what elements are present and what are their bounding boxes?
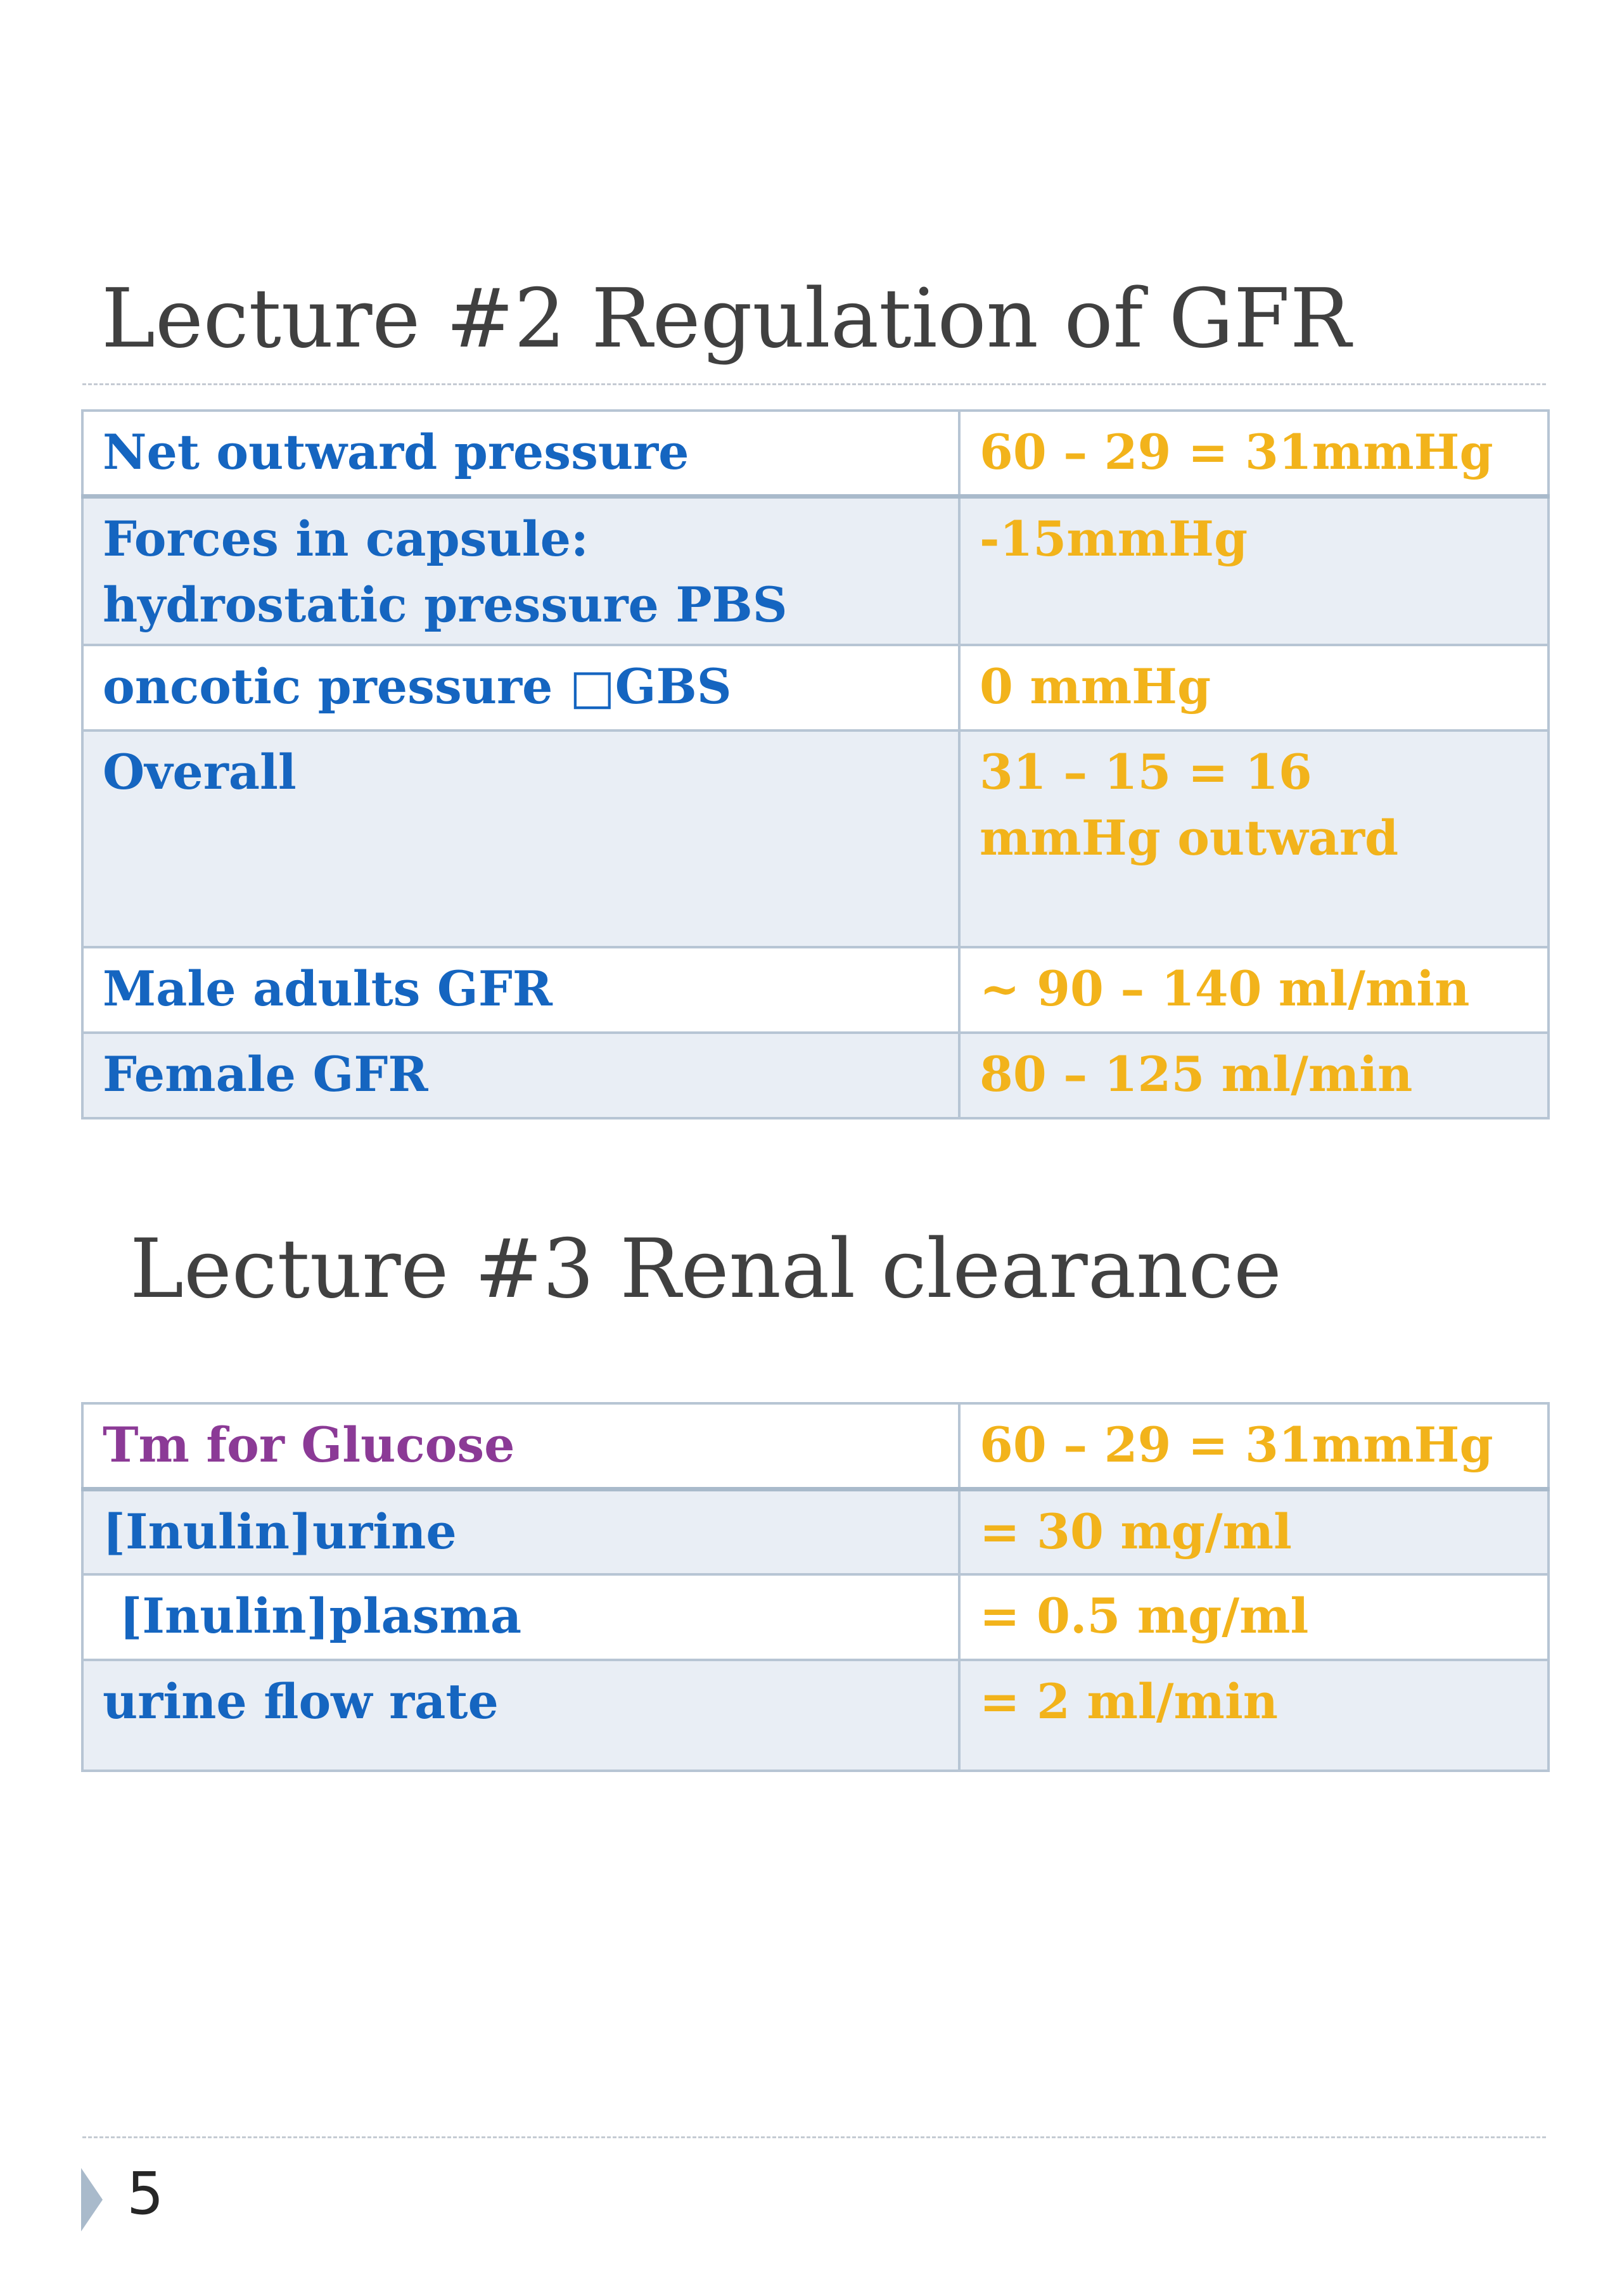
- row-value: 60 – 29 = 31mmHg: [959, 1403, 1549, 1489]
- row-label: urine flow rate: [82, 1660, 959, 1771]
- section-2-title: Lecture #3 Renal clearance: [130, 1222, 1282, 1317]
- row-value: 60 – 29 = 31mmHg: [959, 411, 1549, 496]
- row-label: Net outward pressure: [82, 411, 959, 496]
- triangle-right-icon: [81, 2168, 103, 2231]
- row-value: = 0.5 mg/ml: [959, 1574, 1549, 1660]
- footer-divider: [82, 2136, 1546, 2138]
- row-value: ~ 90 – 140 ml/min: [959, 947, 1549, 1033]
- gfr-table: [81, 409, 1550, 1119]
- table-row: [82, 411, 1549, 496]
- row-value: 80 – 125 ml/min: [959, 1033, 1549, 1118]
- row-label: oncotic pressure □GBS: [82, 645, 959, 730]
- clearance-table: [81, 1402, 1550, 1772]
- section-1-title: Lecture #2 Regulation of GFR: [101, 272, 1351, 366]
- row-label: Female GFR: [82, 1033, 959, 1118]
- row-value: 0 mmHg: [959, 645, 1549, 730]
- table-row: [82, 730, 1549, 947]
- row-value: = 30 mg/ml: [959, 1489, 1549, 1574]
- row-label: [Inulin]plasma: [82, 1574, 959, 1660]
- page-number: 5: [127, 2160, 164, 2228]
- header-divider: [82, 383, 1546, 385]
- row-value: = 2 ml/min: [959, 1660, 1549, 1771]
- table-row: [82, 1033, 1549, 1118]
- row-label: [Inulin]urine: [82, 1489, 959, 1574]
- table-row: [82, 1574, 1549, 1660]
- table-row: [82, 496, 1549, 645]
- row-label: Forces in capsule: hydrostatic pressure PBS: [82, 496, 959, 645]
- table-row: [82, 645, 1549, 730]
- row-label: Tm for Glucose: [82, 1403, 959, 1489]
- table-row: [82, 1489, 1549, 1574]
- row-label: Overall: [82, 730, 959, 947]
- row-value: 31 – 15 = 16 mmHg outward: [959, 730, 1549, 947]
- table-row: [82, 1660, 1549, 1771]
- row-label: Male adults GFR: [82, 947, 959, 1033]
- table-row: [82, 1403, 1549, 1489]
- table-row: [82, 947, 1549, 1033]
- row-value: -15mmHg: [959, 496, 1549, 645]
